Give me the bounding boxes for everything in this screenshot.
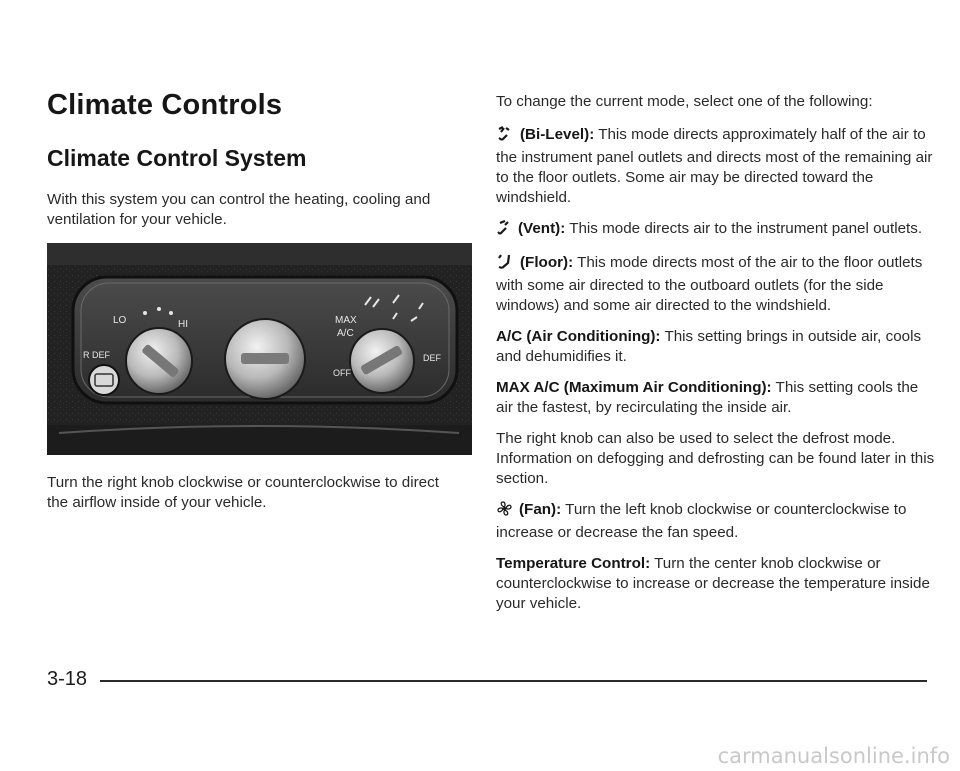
mode-knob (350, 329, 414, 393)
fan-description: Turn the left knob clockwise or counterclockwise to increase or decrease the fan speed. (496, 501, 907, 541)
max-ac-term: MAX A/C (Maximum Air Conditioning): (496, 379, 772, 396)
vent-icon (496, 220, 512, 242)
floor-mode-item (496, 253, 936, 316)
max-ac-description: This setting cools the air the fastest, by recirculating the inside air. (496, 379, 919, 416)
defrost-note (496, 429, 936, 489)
footer-rule (100, 680, 927, 682)
right-column (496, 92, 936, 625)
left-column (47, 88, 457, 511)
watermark: carmanualsonline.info (717, 744, 950, 768)
ac-description: This setting brings in outside air, cools and dehumidifies it. (496, 328, 922, 365)
fan-icon (496, 500, 513, 523)
bi-level-term: (Bi-Level): (520, 126, 595, 143)
max-ac-item (496, 378, 936, 418)
temperature-knob (225, 319, 305, 399)
page-number: 3-18 (47, 668, 88, 690)
fan-knob (126, 328, 192, 394)
floor-term: (Floor): (520, 254, 574, 271)
bi-level-description: This mode directs approximately half of the air to the instrument panel outlets and directs most of the remaining air to the floor outlets. Some air may be directed toward the windshield. (496, 126, 933, 206)
ac-item (496, 327, 936, 367)
defrost-label: DEF (423, 353, 441, 363)
defrost-note-text: The right knob can also be used to select the defrost mode. Information on defogging and defrosting can be found later in this section. (496, 430, 935, 487)
intro-paragraph: With this system you can control the heating, cooling and ventilation for your vehicle. (47, 191, 431, 228)
rear-defog-label: R DEF (83, 350, 110, 360)
vent-mode-item (496, 219, 936, 242)
section-title: Climate Control System (47, 145, 307, 171)
temperature-item (496, 554, 936, 614)
bi-level-icon (496, 126, 514, 148)
fan-term: (Fan): (519, 501, 562, 518)
climate-control-panel-photo (47, 243, 472, 455)
floor-description: This mode directs most of the air to the floor outlets with some air directed to the outboard outlets (for the side windows) and some air directed to the windshield. (496, 254, 923, 314)
mode-intro: To change the current mode, select one of the following: (496, 93, 873, 110)
vent-description: This mode directs air to the instrument panel outlets. (565, 220, 923, 237)
bi-level-mode-item (496, 125, 936, 208)
fan-high-label: HI (178, 319, 188, 330)
control-panel-illustration (47, 243, 472, 455)
fan-low-label: LO (113, 315, 127, 326)
vent-term: (Vent): (518, 220, 566, 237)
max-ac-label: MAX (335, 315, 357, 326)
ac-term: A/C (Air Conditioning): (496, 328, 661, 345)
ac-label: A/C (337, 328, 354, 339)
floor-icon (496, 254, 514, 276)
off-label: OFF (333, 368, 351, 378)
fan-item (496, 500, 936, 543)
page-title: Climate Controls (47, 89, 283, 121)
figure-caption: Turn the right knob clockwise or counterclockwise to direct the airflow inside of your vehicle. (47, 474, 439, 511)
rear-defog-button (89, 365, 119, 395)
temperature-term: Temperature Control: (496, 555, 651, 572)
temperature-description: Turn the center knob clockwise or counterclockwise to increase or decrease the temperature inside your vehicle. (496, 555, 930, 612)
